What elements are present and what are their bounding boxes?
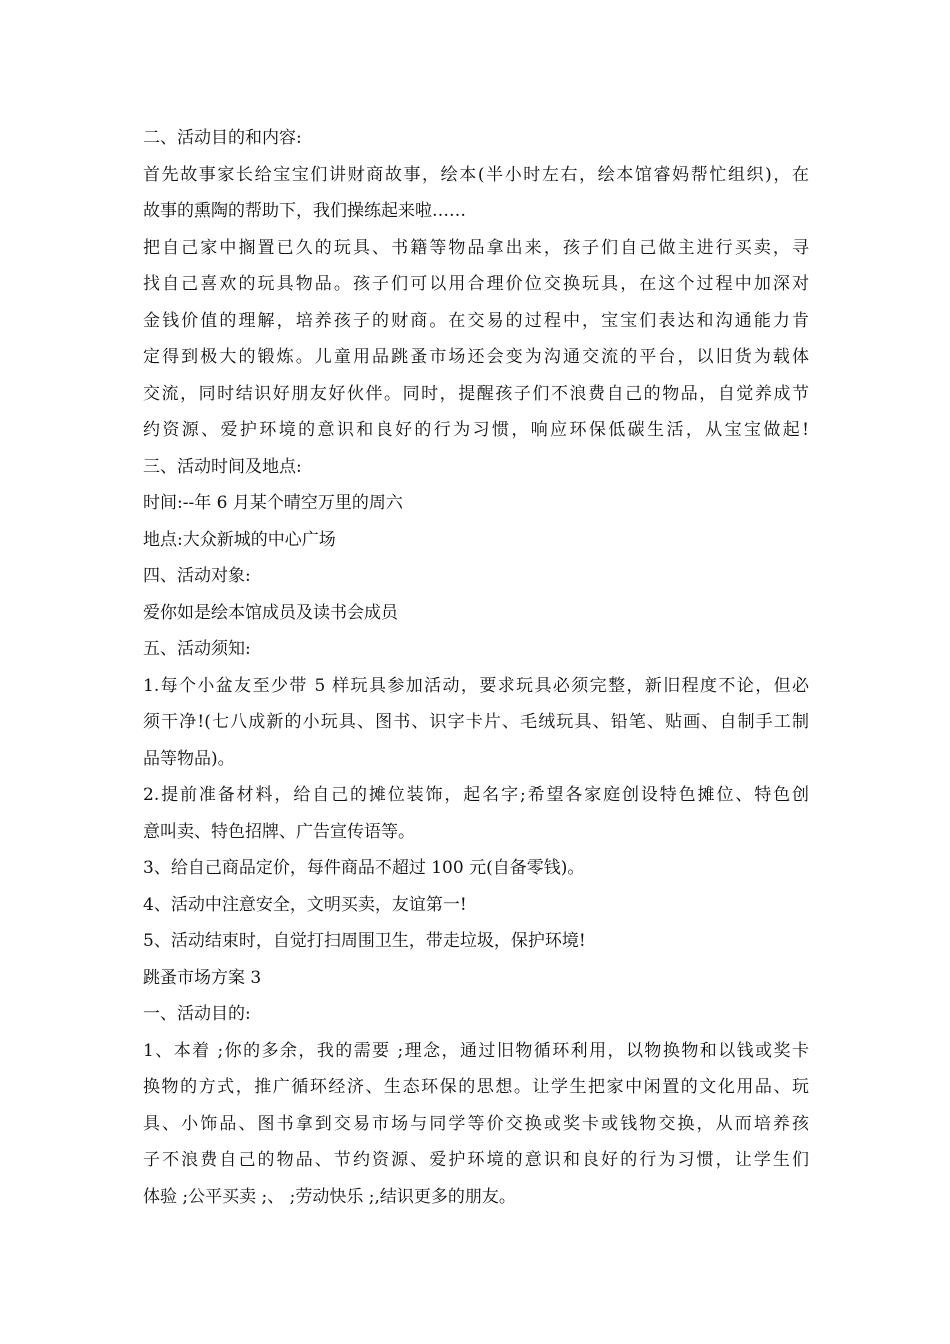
list-item-line: 须干净!(七八成新的小玩具、图书、识字卡片、毛绒玩具、铅笔、贴画、自制手工制 (143, 712, 809, 732)
paragraph-line: 爱你如是绘本馆成员及读书会成员 (143, 602, 398, 623)
list-item-line: 1、本着 ;你的多余，我的需要 ;理念，通过旧物循环利用，以物换物和以钱或奖卡 (143, 1040, 809, 1061)
section-heading: 四、活动对象: (143, 566, 251, 586)
list-item-line: 1.每个小盆友至少带 5 样玩具参加活动，要求玩具必须完整，新旧程度不论，但必 (143, 675, 809, 696)
list-item-line: 2.提前准备材料，给自己的摊位装饰，起名字;希望各家庭创设特色摊位、特色创 (143, 785, 809, 805)
list-item-line: 体验 ;公平买卖 ;、 ;劳动快乐 ;,结识更多的朋友。 (143, 1186, 516, 1207)
section-heading: 二、活动目的和内容: (143, 128, 302, 148)
paragraph-line: 故事的熏陶的帮助下，我们操练起来啦…… (143, 201, 466, 221)
paragraph-line: 首先故事家长给宝宝们讲财商故事，绘本(半小时左右，绘本馆睿妈帮忙组织)，在 (143, 164, 809, 185)
paragraph-line: 金钱价值的理解，培养孩子的财商。在交易的过程中，宝宝们表达和沟通能力肯 (143, 310, 809, 331)
list-item-line: 意叫卖、特色招牌、广告宣传语等。 (143, 821, 415, 842)
list-item-line: 4、活动中注意安全，文明买卖，友谊第一! (143, 894, 467, 915)
document-section-title: 跳蚤市场方案 3 (143, 967, 262, 988)
paragraph-line: 约资源、爱护环境的意识和良好的行为习惯，响应环保低碳生活，从宝宝做起! (143, 420, 809, 440)
section-heading: 三、活动时间及地点: (143, 456, 302, 477)
paragraph-line: 交流，同时结识好朋友好伙伴。同时，提醒孩子们不浪费自己的物品，自觉养成节 (143, 383, 809, 404)
document-body (143, 120, 809, 1215)
list-item-line: 品等物品)。 (143, 748, 235, 769)
list-item-line: 子不浪费自己的物品、节约资源、爱护环境的意识和良好的行为习惯，让学生们 (143, 1150, 809, 1170)
paragraph-line: 地点:大众新城的中心广场 (143, 529, 336, 550)
paragraph-line: 时间:--年 6 月某个晴空万里的周六 (143, 493, 403, 513)
list-item-line: 5、活动结束时，自觉打扫周围卫生，带走垃圾，保护环境! (143, 931, 586, 951)
section-heading: 一、活动目的: (143, 1004, 251, 1024)
list-item-line: 具、小饰品、图书拿到交易市场与同学等价交换或奖卡或钱物交换，从而培养孩 (143, 1113, 809, 1134)
paragraph-line: 定得到极大的锻炼。儿童用品跳蚤市场还会变为沟通交流的平台，以旧货为载体 (143, 347, 809, 367)
paragraph-line: 把自己家中搁置已久的玩具、书籍等物品拿出来，孩子们自己做主进行买卖，寻 (143, 237, 809, 258)
list-item-line: 3、给自己商品定价，每件商品不超过 100 元(自备零钱)。 (143, 858, 585, 878)
paragraph-line: 找自己喜欢的玩具物品。孩子们可以用合理价位交换玩具，在这个过程中加深对 (143, 274, 809, 294)
section-heading: 五、活动须知: (143, 639, 251, 659)
list-item-line: 换物的方式，推广循环经济、生态环保的思想。让学生把家中闲置的文化用品、玩 (143, 1077, 809, 1097)
